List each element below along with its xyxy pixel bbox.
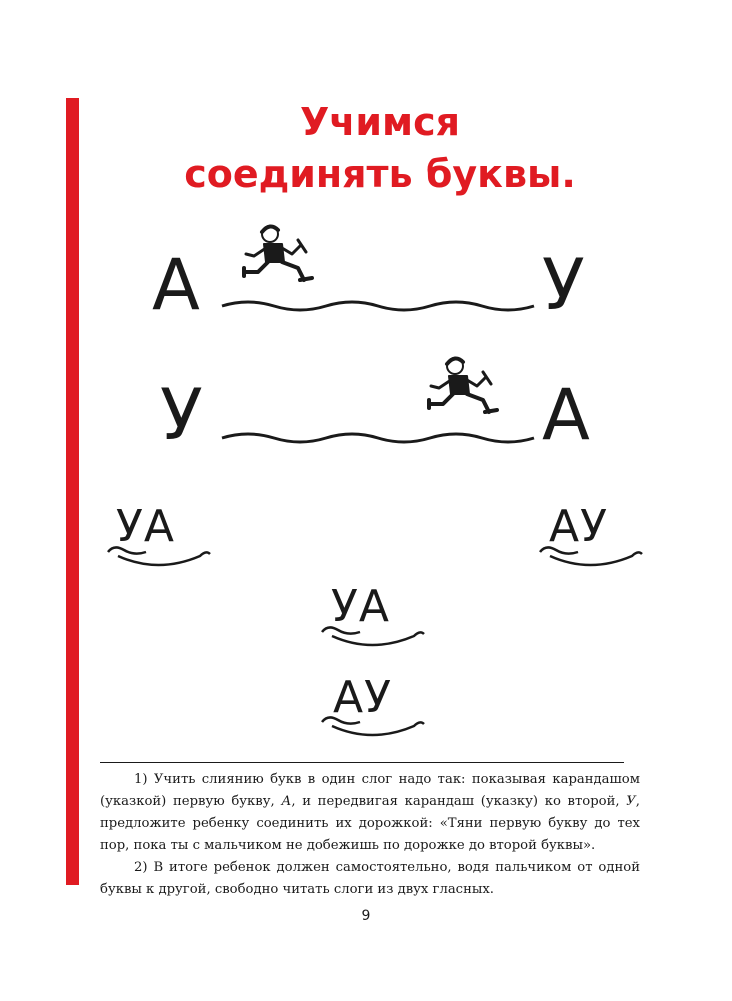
notes-block bbox=[100, 769, 640, 901]
note-paragraph-1: 1) Учить слиянию букв в один слог надо так: показывая карандашом (указкой) первую букву, А, и передвигая карандаш (указку) ко второй, У, предложите ребенку соединить их дорожкой: «Тяни первую букву до тех пор, пока ты с мальчиком не добежишь по дорожке до второй буквы». bbox=[100, 772, 640, 853]
note-paragraph-2: 2) В итоге ребенок должен самостоятельно, водя пальчиком от одной буквы к другой, свободно читать слоги из двух гласных. bbox=[100, 860, 640, 897]
syllable-center-bottom-tilde-arc-icon bbox=[320, 712, 426, 742]
row1-wavy-path-icon bbox=[222, 296, 534, 316]
title-line-1: Учимся bbox=[300, 100, 460, 144]
accent-bar bbox=[66, 98, 79, 885]
syllable-right-tilde-arc-icon bbox=[538, 542, 644, 572]
row1-left-letter: А bbox=[152, 244, 200, 326]
row2-left-letter: У bbox=[160, 374, 203, 456]
row1-right-letter: У bbox=[542, 244, 585, 326]
title-line-2: соединять буквы. bbox=[184, 152, 576, 196]
syllable-center-top: УА bbox=[331, 581, 390, 632]
page-number: 9 bbox=[361, 908, 371, 924]
syllable-left-tilde-arc-icon bbox=[106, 542, 212, 572]
row2-running-boy-icon bbox=[425, 354, 509, 422]
row2-right-letter: А bbox=[542, 374, 590, 456]
syllable-right: АУ bbox=[549, 501, 608, 552]
syllable-center-bottom: АУ bbox=[333, 672, 392, 723]
row1-running-boy-icon bbox=[240, 222, 324, 290]
syllable-center-top-tilde-arc-icon bbox=[320, 622, 426, 652]
syllable-left: УА bbox=[116, 501, 175, 552]
notes-divider bbox=[100, 762, 624, 763]
page-title bbox=[100, 96, 660, 200]
row2-wavy-path-icon bbox=[222, 428, 534, 448]
